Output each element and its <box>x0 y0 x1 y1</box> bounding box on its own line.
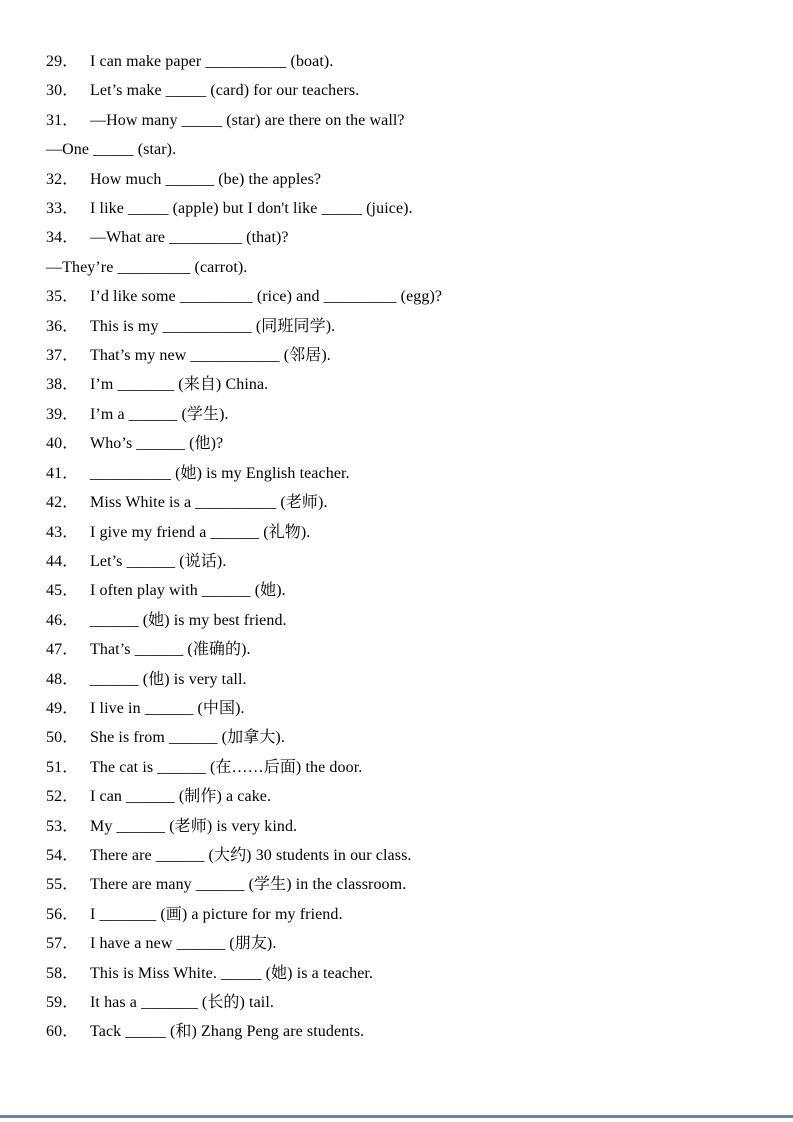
question-number: 51． <box>46 758 79 776</box>
exercise-line <box>46 870 763 899</box>
exercise-line <box>46 488 763 517</box>
question-number: 50． <box>46 729 79 747</box>
question-text: Who’s ______ (他)? <box>90 435 224 453</box>
question-number: 53． <box>46 817 79 835</box>
exercise-line <box>46 547 763 576</box>
question-number: 40． <box>46 435 79 453</box>
exercise-line <box>46 694 763 723</box>
question-number: 49． <box>46 699 79 717</box>
question-number: 46． <box>46 611 79 629</box>
exercise-line <box>46 576 763 605</box>
exercise-line <box>46 929 763 958</box>
exercise-line <box>46 753 763 782</box>
question-text: I like _____ (apple) but I don't like _____ (juice). <box>90 200 413 218</box>
question-text: I can ______ (制作) a cake. <box>90 788 272 806</box>
exercise-line <box>46 723 763 752</box>
exercise-line <box>46 312 763 341</box>
exercise-line <box>46 194 763 223</box>
page-footer-rule <box>0 1115 793 1118</box>
question-number: 30． <box>46 82 79 100</box>
question-text: I’m _______ (来自) China. <box>90 376 269 394</box>
question-text: I’d like some _________ (rice) and _________ (egg)? <box>90 288 443 306</box>
question-text: —One _____ (star). <box>46 141 177 159</box>
question-number: 47． <box>46 641 79 659</box>
exercise-line <box>46 223 763 252</box>
exercise-line <box>46 518 763 547</box>
exercise-line <box>46 900 763 929</box>
exercise-line <box>46 76 763 105</box>
question-text: Miss White is a __________ (老师). <box>90 494 328 512</box>
question-number: 41． <box>46 464 79 482</box>
question-text: That’s my new ___________ (邻居). <box>90 347 331 365</box>
question-number: 58． <box>46 964 79 982</box>
question-number: 38． <box>46 376 79 394</box>
question-text: I often play with ______ (她). <box>90 582 286 600</box>
question-text: Let’s ______ (说话). <box>90 552 227 570</box>
question-text: I _______ (画) a picture for my friend. <box>90 905 343 923</box>
question-text: This is Miss White. _____ (她) is a teacher. <box>90 964 374 982</box>
question-number: 59． <box>46 994 79 1011</box>
question-text: I have a new ______ (朋友). <box>90 935 277 953</box>
question-text: It has a _______ (长的) tail. <box>90 994 274 1011</box>
question-text: The cat is ______ (在……后面) the door. <box>90 758 363 776</box>
question-number: 34． <box>46 229 79 247</box>
exercise-line <box>46 606 763 635</box>
exercise-line <box>46 812 763 841</box>
question-text: I live in ______ (中国). <box>90 699 245 717</box>
question-text: Let’s make _____ (card) for our teachers. <box>90 82 360 100</box>
question-text: ______ (他) is very tall. <box>90 670 247 688</box>
question-text: __________ (她) is my English teacher. <box>90 464 350 482</box>
exercise-continuation-line <box>46 253 763 282</box>
exercise-line <box>46 635 763 664</box>
exercise-line <box>46 959 763 988</box>
question-number: 45． <box>46 582 79 600</box>
question-number: 33． <box>46 200 79 218</box>
exercise-line <box>46 665 763 694</box>
exercise-line <box>46 459 763 488</box>
exercise-line <box>46 47 763 76</box>
question-text: There are many ______ (学生) in the classroom. <box>90 876 407 894</box>
exercise-line <box>46 400 763 429</box>
exercise-line <box>46 341 763 370</box>
question-text: ______ (她) is my best friend. <box>90 611 287 629</box>
exercise-line <box>46 165 763 194</box>
exercise-line <box>46 988 763 1017</box>
question-number: 35． <box>46 288 79 306</box>
question-number: 43． <box>46 523 79 541</box>
question-text: I’m a ______ (学生). <box>90 405 229 423</box>
question-text: —What are _________ (that)? <box>90 229 289 247</box>
question-text: She is from ______ (加拿大). <box>90 729 285 747</box>
question-text: —How many _____ (star) are there on the wall? <box>90 111 405 129</box>
question-number: 57． <box>46 935 79 953</box>
question-text: My ______ (老师) is very kind. <box>90 817 298 835</box>
question-number: 56． <box>46 905 79 923</box>
question-text: This is my ___________ (同班同学). <box>90 317 336 335</box>
question-text: Tack _____ (和) Zhang Peng are students. <box>90 1023 365 1041</box>
question-number: 32． <box>46 170 79 188</box>
question-text: I give my friend a ______ (礼物). <box>90 523 311 541</box>
exercise-line <box>46 429 763 458</box>
question-text: How much ______ (be) the apples? <box>90 170 322 188</box>
exercise-line <box>46 282 763 311</box>
question-number: 31． <box>46 111 79 129</box>
exercise-line <box>46 1017 763 1046</box>
question-text: That’s ______ (准确的). <box>90 641 251 659</box>
question-text: —They’re _________ (carrot). <box>46 258 248 276</box>
question-number: 52． <box>46 788 79 806</box>
question-number: 42． <box>46 494 79 512</box>
question-number: 55． <box>46 876 79 894</box>
exercise-line <box>46 370 763 399</box>
exercise-line <box>46 841 763 870</box>
exercise-line <box>46 782 763 811</box>
question-number: 48． <box>46 670 79 688</box>
question-number: 54． <box>46 846 79 864</box>
exercise-continuation-line <box>46 135 763 164</box>
question-number: 37． <box>46 347 79 365</box>
question-number: 60． <box>46 1023 79 1041</box>
question-text: There are ______ (大约) 30 students in our class. <box>90 846 412 864</box>
question-number: 36． <box>46 317 79 335</box>
question-number: 39． <box>46 405 79 423</box>
question-text: I can make paper __________ (boat). <box>90 53 334 70</box>
question-number: 29． <box>46 53 79 70</box>
question-number: 44． <box>46 552 79 570</box>
exercise-line <box>46 106 763 135</box>
